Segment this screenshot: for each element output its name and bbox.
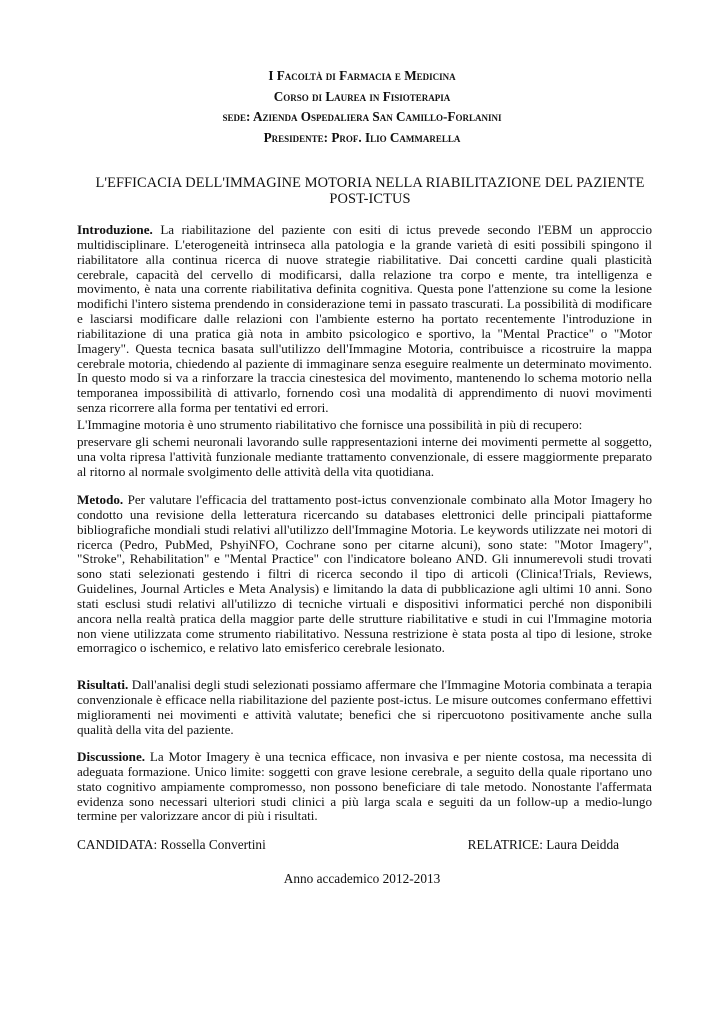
introduction-heading: Introduzione.: [77, 222, 153, 237]
university-header: [0, 66, 724, 148]
discussion-heading: Discussione.: [77, 749, 146, 764]
supervisor-name: RELATRICE: Laura Deidda: [467, 837, 619, 852]
introduction-paragraph-2: L'Immagine motoria è uno strumento riabilitativo che fornisce una possibilità in più di recupero:: [77, 416, 583, 432]
results-section: [77, 678, 652, 737]
discussion-paragraph: [77, 750, 652, 824]
academic-year: Anno accademico 2012-2013: [283, 871, 441, 886]
introduction-section: [77, 223, 652, 479]
seat-line: sede: Azienda Ospedaliera San Camillo-Forlanini: [222, 109, 502, 125]
method-heading: Metodo.: [77, 492, 124, 507]
president-line: Presidente: Prof. Ilio Cammarella: [263, 129, 461, 145]
introduction-text: La riabilitazione del paziente con esiti di ictus prevede secondo l'EBM un approccio multidisciplinare. L'eterogeneità intrinseca alla patologia e la grande varietà di esiti possibili spingono il riabilitatore alla continua ricerca di nuove strategie riabilitative. Dai concetti cardine quali plasticità cerebrale, capacità del cervello di modificarsi, dalla relazione tra corpo e mente, tra intelligenza e movimento, è nata una corrente riabilitativa definita cognitiva. Questa pone l'attenzione su come la lesione modifichi l'intero sistema prendendo in considerazione temi in passato trascurati. La possibilità di modificare e lasciarsi modificare dalle relazioni con l'ambiente esterno ha portato recentemente l'introduzione in riabilitazione di una pratica già nota in ambito psicologico e sportivo, la "Mental Practice" o "Motor Imagery". Questa tecnica basata sull'utilizzo dell'Immagine Motoria, contribuisce a ricostruire la mappa cerebrale motoria, chiedendo al paziente di immaginare senza eseguire realmente un determinato movimento. In questo modo si va a rinforzare la traccia cinestesica del movimento, mantenendo lo schema motorio nella temporanea impossibilità di attivarlo, fornendo così una modalità di apprendimento di nuovi movimenti senza ricorrere alla forma per tentativi ed errori.: [77, 222, 652, 416]
introduction-paragraph: [77, 223, 652, 416]
candidate-name: CANDIDATA: Rossella Convertini: [77, 837, 266, 852]
discussion-text: La Motor Imagery è una tecnica efficace, non invasiva e per niente costosa, ma necessita di adeguata formazione. Unico limite: soggetti con grave lesione cerebrale, a seguito della quale riportano uno stato cognitivo ampiamente compromesso, non possono beneficiare di tale metodo. Nonostante l'affermata evidenza sono necessari ulteriori studi clinici a più larga scala e seguiti da un follow-up a medio-lungo termine per valorizzare ancor di più i risultati.: [77, 749, 652, 824]
method-paragraph: [77, 493, 652, 656]
results-heading: Risultati.: [77, 677, 129, 692]
thesis-title: L'EFFICACIA DELL'IMMAGINE MOTORIA NELLA RIABILITAZIONE DEL PAZIENTE POST-ICTUS: [95, 175, 645, 207]
degree-course-line: Corso di Laurea in Fisioterapia: [273, 88, 451, 104]
discussion-section: [77, 750, 652, 824]
results-paragraph: [77, 678, 652, 737]
method-text: Per valutare l'efficacia del trattamento post-ictus convenzionale combinato alla Motor Imagery ho condotto una revisione della letteratura ricercando su databases elettronici delle principali piattaforme bibliografiche mondiali studi relativi all'utilizzo dell'Immagine Motoria. Le keywords utilizzate nei motori di ricerca (Pedro, PubMed, PshyiNFO, Cochrane sono per citarne alcuni), sono state: "Motor Imagery", "Stroke", Rehabilitation" e "Mental Practice" con l'indicatore boleano AND. Gli innumerevoli studi trovati sono stati selezionati gestendo i filtri di ricerca secondo il tipo di articoli (Clinica!Trials, Reviews, Guidelines, Journal Articles e Meta Analysis) e limitando la data di pubblicazione agli ultimi 10 anni. Sono stati esclusi studi relativi all'utilizzo di tecniche virtuali e dispositivi informatici perché non disponibili ancora nella realtà pratica della maggior parte delle strutture riabilitative e studi in cui l'Immagine motoria non viene utilizzata come strumento riabilitativo. Nessuna restrizione è stata posta al tipo di lesione, stroke emorragico o ischemico, e relativo lato emisferico cerebrale lesionato.: [77, 492, 652, 656]
results-text: Dall'analisi degli studi selezionati possiamo affermare che l'Immagine Motoria combinata a terapia convenzionale è efficace nella riabilitazione del paziente post-ictus. Le misure outcomes confermano effettivi miglioramenti nei movimenti e attività valutate; benefici che si ripercuotono positivamente anche sulla qualità della vita del paziente.: [77, 677, 652, 737]
faculty-line: I Facoltà di Farmacia e Medicina: [268, 68, 456, 83]
introduction-paragraph-3: preservare gli schemi neuronali lavorando sulle rappresentazioni interne dei movimenti permette al soggetto, una volta ripresa l'attività funzionale mediante trattamento convenzionale, di essere maggiormente preparato al ritorno al normale svolgimento delle attività della vita quotidiana.: [77, 433, 652, 479]
method-section: [77, 493, 652, 656]
